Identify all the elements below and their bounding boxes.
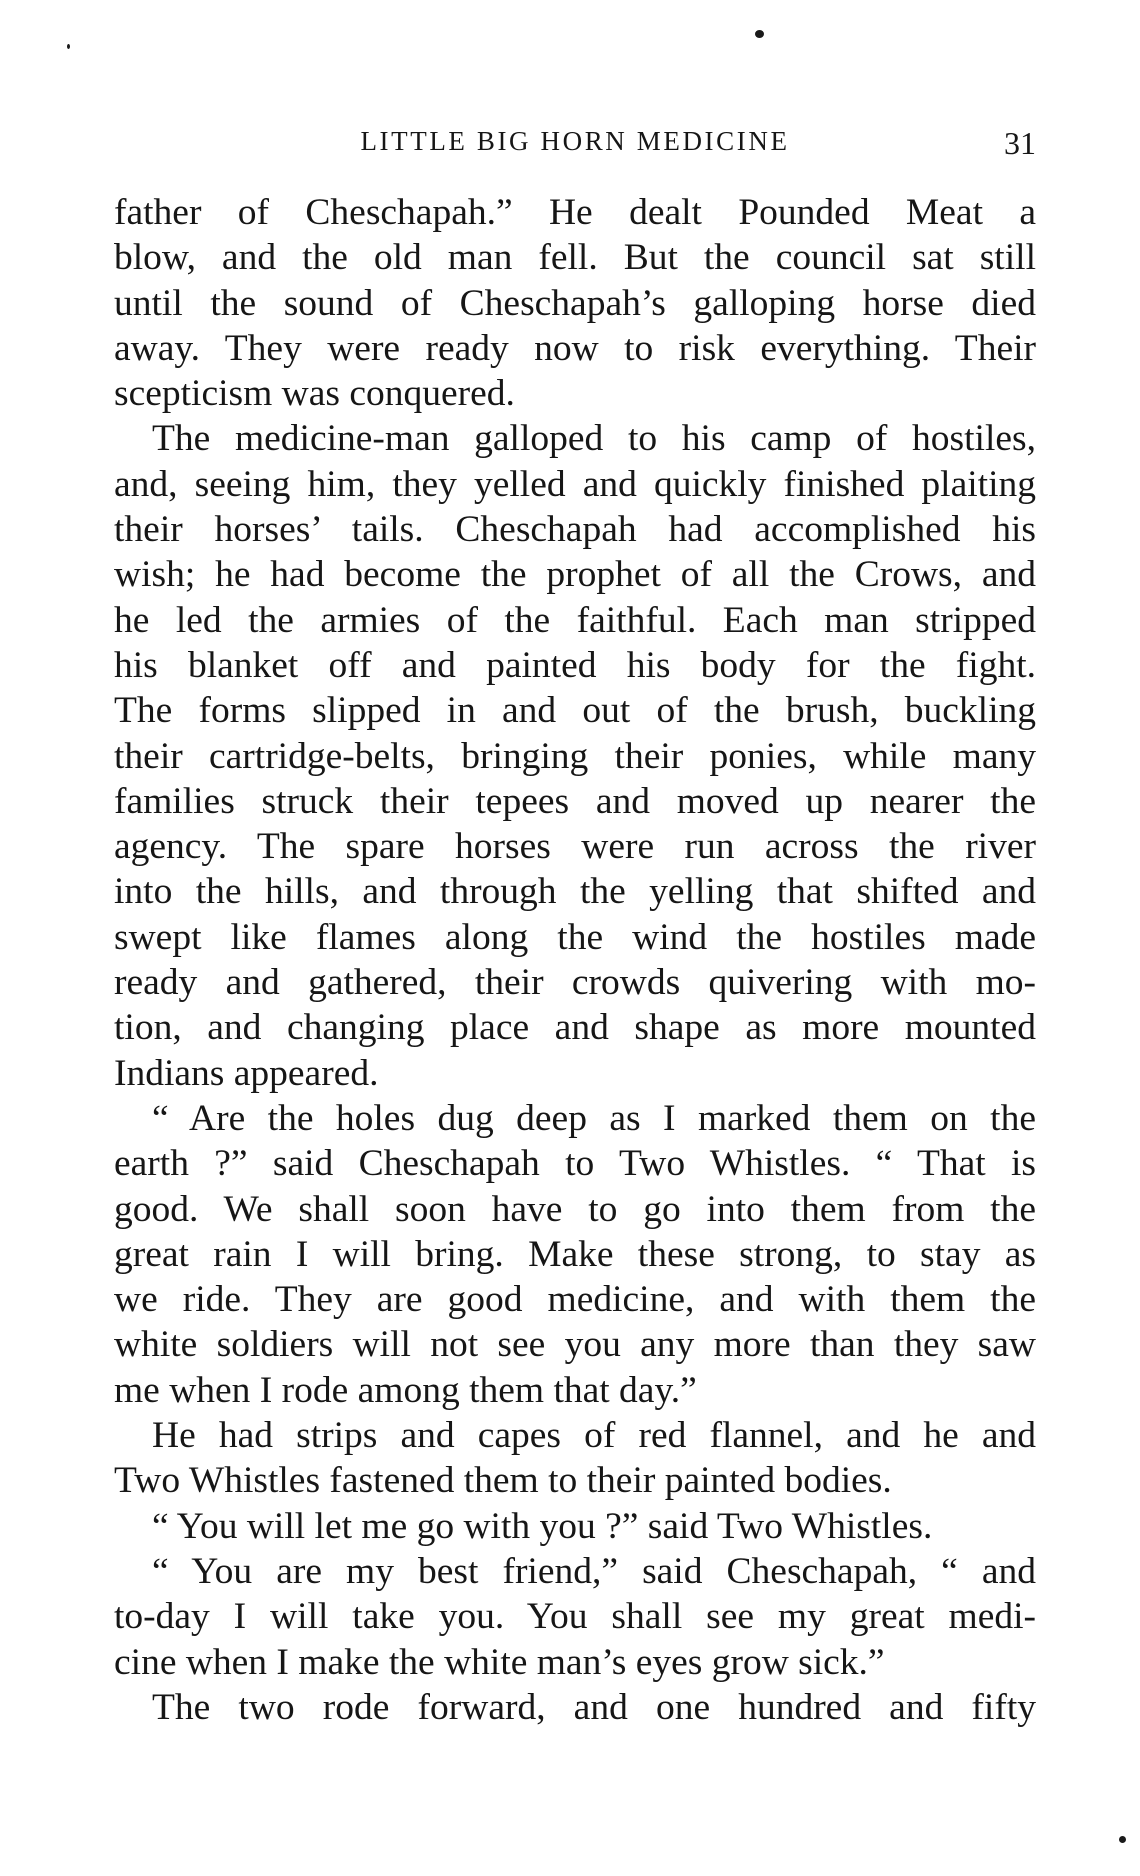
body-text — [114, 190, 1036, 1730]
text-line: we ride. They are good medicine, and with them the — [114, 1279, 1036, 1321]
text-line: swept like flames along the wind the hostiles made — [114, 916, 1036, 958]
text-line: He had strips and capes of red flannel, and he and — [152, 1415, 1036, 1457]
ink-speck-top — [755, 30, 764, 38]
page-number: 31 — [1004, 125, 1036, 161]
text-line: cine when I make the white man’s eyes grow sick.” — [114, 1641, 885, 1683]
text-line: into the hills, and through the yelling that shifted and — [114, 871, 1036, 913]
ink-speck-right — [1119, 1836, 1126, 1843]
text-line: white soldiers will not see you any more than they saw — [114, 1324, 1036, 1366]
text-line: Indians appeared. — [114, 1052, 379, 1094]
text-line: to-day I will take you. You shall see my great medi- — [114, 1596, 1036, 1638]
text-line: ready and gathered, their crowds quivering with mo- — [114, 962, 1036, 1004]
text-line: tion, and changing place and shape as more mounted — [114, 1007, 1036, 1049]
text-line: wish; he had become the prophet of all the Crows, and — [114, 554, 1036, 596]
text-line: The two rode forward, and one hundred and fifty — [152, 1686, 1036, 1728]
text-line: their cartridge-belts, bringing their ponies, while many — [114, 735, 1036, 777]
text-line: their horses’ tails. Cheschapah had accomplished his — [114, 509, 1036, 551]
running-head — [114, 116, 1036, 166]
text-line: Two Whistles fastened them to their painted bodies. — [114, 1460, 892, 1502]
text-line: father of Cheschapah.” He dealt Pounded Meat a — [114, 192, 1036, 233]
text-line: “ You will let me go with you ?” said Two Whistles. — [152, 1505, 933, 1547]
text-line: earth ?” said Cheschapah to Two Whistles. “ That is — [114, 1143, 1036, 1185]
text-line: me when I rode among them that day.” — [114, 1369, 697, 1411]
text-line: The medicine-man galloped to his camp of hostiles, — [152, 418, 1036, 460]
text-line: away. They were ready now to risk everything. Their — [114, 327, 1036, 369]
text-line: “ You are my best friend,” said Cheschapah, “ and — [152, 1550, 1036, 1592]
text-line: blow, and the old man fell. But the council sat still — [114, 237, 1036, 279]
text-line: good. We shall soon have to go into them from the — [114, 1188, 1036, 1230]
text-line: families struck their tepees and moved up nearer the — [114, 780, 1036, 822]
text-line: “ Are the holes dug deep as I marked them on the — [152, 1097, 1036, 1139]
text-line: scepticism was conquered. — [114, 373, 515, 415]
running-title: LITTLE BIG HORN MEDICINE — [360, 126, 790, 156]
text-line: The forms slipped in and out of the brush, buckling — [114, 690, 1036, 732]
ink-speck-left — [67, 44, 70, 49]
text-line: great rain I will bring. Make these strong, to stay as — [114, 1233, 1036, 1275]
text-line: agency. The spare horses were run across the river — [114, 826, 1036, 868]
text-line: and, seeing him, they yelled and quickly finished plaiting — [114, 463, 1036, 505]
text-line: his blanket off and painted his body for the fight. — [114, 644, 1036, 686]
text-line: until the sound of Cheschapah’s galloping horse died — [114, 282, 1036, 324]
text-line: he led the armies of the faithful. Each man stripped — [114, 599, 1036, 641]
